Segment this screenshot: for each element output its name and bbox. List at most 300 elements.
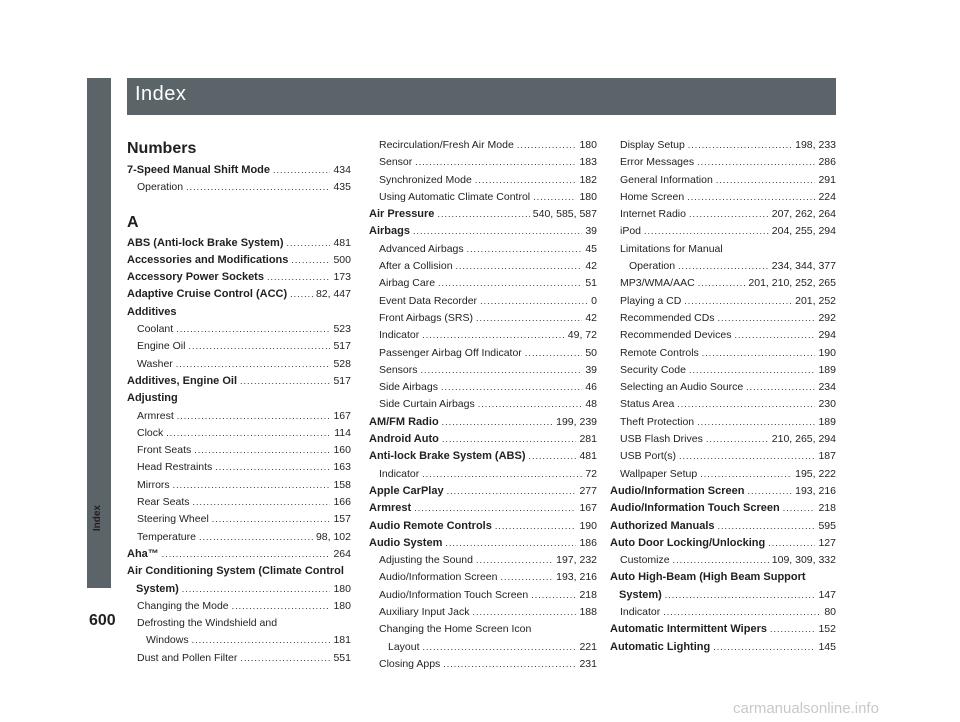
page-reference[interactable]: 189 — [818, 415, 836, 428]
entry-term: Audio/Information Touch Screen — [610, 502, 780, 515]
entry-term: Indicator — [379, 467, 420, 480]
page-reference[interactable]: 180 — [579, 190, 597, 203]
index-entry — [610, 500, 836, 517]
page-reference[interactable]: 190 — [579, 519, 597, 532]
index-subentry — [369, 379, 597, 396]
index-entry — [369, 483, 597, 500]
entry-term: Recommended Devices — [620, 329, 732, 342]
dot-leader — [783, 500, 816, 517]
index-entry — [610, 621, 836, 638]
dot-leader — [240, 373, 330, 390]
index-subentry — [369, 137, 597, 154]
entry-term: Home Screen — [620, 190, 685, 203]
entry-term: Internet Radio — [620, 208, 686, 221]
dot-leader — [713, 639, 815, 656]
page-reference[interactable]: 147 — [818, 588, 836, 601]
page-reference[interactable]: 517 — [333, 340, 351, 353]
entry-term: ABS (Anti-lock Brake System) — [127, 236, 284, 249]
entry-term: Sensors — [379, 363, 418, 376]
dot-leader — [698, 275, 746, 292]
entry-term: Auto High-Beam (High Beam Support — [610, 571, 806, 584]
index-entry — [369, 431, 597, 448]
dot-leader — [689, 206, 769, 223]
page-reference[interactable]: 182 — [579, 173, 597, 186]
dot-leader — [173, 477, 331, 494]
entry-term: Audio/Information Touch Screen — [379, 588, 529, 601]
entry-term: Automatic Lighting — [610, 640, 711, 653]
entry-term: AM/FM Radio — [369, 415, 439, 428]
page-reference[interactable]: 114 — [334, 426, 351, 439]
entry-term: Steering Wheel — [137, 513, 209, 526]
page-reference[interactable]: 181 — [333, 634, 351, 647]
entry-term: Adjusting the Sound — [379, 554, 473, 567]
dot-leader — [768, 535, 815, 552]
index-subentry — [369, 172, 597, 189]
page-reference[interactable]: 190 — [818, 346, 836, 359]
dot-leader — [747, 483, 792, 500]
dot-leader — [422, 327, 565, 344]
entry-term: Sensor — [379, 156, 413, 169]
index-entry — [127, 563, 351, 580]
index-entry — [369, 500, 597, 517]
index-subentry — [127, 408, 351, 425]
dot-leader — [702, 345, 816, 362]
page-reference[interactable]: 481 — [333, 236, 351, 249]
page-reference[interactable]: 98, 102 — [315, 530, 351, 543]
entry-term: Clock — [137, 426, 164, 439]
entry-term: Washer — [137, 357, 173, 370]
dot-leader — [415, 154, 576, 171]
entry-term: Indicator — [379, 329, 420, 342]
entry-term: Wallpaper Setup — [620, 467, 698, 480]
dot-leader — [162, 546, 331, 563]
page-reference[interactable]: 39 — [585, 363, 597, 376]
entry-term: Remote Controls — [620, 346, 699, 359]
entry-term: Selecting an Audio Source — [620, 381, 744, 394]
entry-term: Side Curtain Airbags — [379, 398, 475, 411]
entry-term: Error Messages — [620, 156, 695, 169]
page-reference[interactable]: 481 — [579, 450, 597, 463]
entry-term: Authorized Manuals — [610, 519, 715, 532]
page-reference[interactable]: 198, 233 — [795, 139, 836, 151]
dot-leader — [192, 632, 331, 649]
page-number: 600 — [89, 612, 116, 629]
page-reference[interactable]: 45 — [585, 242, 597, 255]
dot-leader — [194, 442, 330, 459]
page-reference[interactable]: 189 — [818, 363, 836, 376]
entry-term: Mirrors — [137, 478, 170, 491]
page-reference[interactable]: 82, 447 — [315, 288, 351, 301]
index-entry — [369, 518, 597, 535]
page-reference[interactable]: 197, 232 — [556, 554, 597, 567]
entry-term: Recirculation/Fresh Air Mode — [379, 139, 514, 151]
index-column-2 — [369, 137, 597, 673]
dot-leader — [700, 466, 792, 483]
entry-term: Indicator — [620, 606, 661, 619]
index-subentry — [127, 442, 351, 459]
entry-term: Event Data Recorder — [379, 294, 478, 307]
page-reference[interactable]: 224 — [818, 190, 836, 203]
dot-leader — [240, 650, 330, 667]
entry-term: Coolant — [137, 323, 174, 336]
entry-term: Audio/Information Screen — [379, 571, 498, 584]
entry-term: After a Collision — [379, 260, 453, 273]
entry-term: Recommended CDs — [620, 311, 715, 324]
entry-term: General Information — [620, 173, 713, 186]
page-reference[interactable]: 145 — [818, 640, 836, 653]
dot-leader — [186, 179, 330, 196]
index-entry — [369, 448, 597, 465]
page-reference[interactable]: 201, 210, 252, 265 — [748, 277, 836, 290]
index-entry — [127, 286, 351, 303]
dot-leader — [687, 189, 815, 206]
index-subentry — [369, 258, 597, 275]
dot-leader — [212, 511, 331, 528]
index-subentry — [127, 650, 351, 667]
page-reference[interactable]: 186 — [579, 536, 597, 549]
page-reference[interactable]: 193, 216 — [556, 571, 597, 584]
page-reference[interactable]: 204, 255, 294 — [771, 225, 836, 238]
page-reference[interactable]: 173 — [333, 271, 351, 284]
dot-leader — [467, 241, 583, 258]
page-reference[interactable]: 42 — [585, 260, 597, 273]
index-subentry — [369, 396, 597, 413]
entry-term: USB Port(s) — [620, 450, 677, 463]
page-reference[interactable]: 183 — [579, 156, 597, 169]
entry-term: Advanced Airbags — [379, 242, 464, 255]
index-subentry — [369, 552, 597, 569]
page-reference[interactable]: 152 — [818, 623, 836, 636]
page-reference[interactable]: 72 — [585, 467, 597, 480]
page-reference[interactable]: 157 — [333, 513, 351, 526]
page-reference[interactable]: 163 — [333, 461, 351, 474]
index-subentry — [610, 310, 836, 327]
entry-term: Changing the Home Screen Icon — [379, 623, 532, 636]
dot-leader — [500, 569, 553, 586]
dot-leader — [718, 518, 816, 535]
index-entry — [127, 390, 351, 407]
index-subentry — [610, 154, 836, 171]
page-reference[interactable]: 528 — [333, 357, 351, 370]
dot-leader — [529, 448, 577, 465]
dot-leader — [422, 466, 582, 483]
page-reference[interactable]: 540, 585, 587 — [532, 208, 597, 221]
entry-term: Head Restraints — [137, 461, 213, 474]
page-reference[interactable]: 46 — [585, 381, 597, 394]
index-subentry — [610, 241, 836, 258]
page-reference[interactable]: 230 — [818, 398, 836, 411]
index-subentry — [610, 604, 836, 621]
dot-leader — [673, 552, 769, 569]
index-subentry — [127, 615, 351, 632]
index-subentry — [610, 362, 836, 379]
page-reference[interactable]: 187 — [818, 450, 836, 463]
index-entry — [369, 206, 597, 223]
index-column-1 — [127, 140, 351, 667]
page-reference[interactable]: 0 — [591, 294, 597, 307]
page-reference[interactable]: 264 — [333, 547, 351, 560]
dot-leader — [475, 172, 577, 189]
index-entry — [127, 235, 351, 252]
entry-term: Operation — [137, 181, 184, 194]
page-reference[interactable]: 80 — [824, 606, 836, 619]
page-reference[interactable]: 218 — [818, 502, 836, 515]
page-reference[interactable]: 218 — [579, 588, 597, 601]
page-reference[interactable]: 201, 252 — [795, 294, 836, 307]
dot-leader — [734, 327, 815, 344]
page-reference[interactable]: 434 — [333, 164, 351, 176]
dot-leader — [447, 483, 577, 500]
page-reference[interactable]: 167 — [333, 409, 351, 422]
index-subentry — [610, 414, 836, 431]
page-reference[interactable]: 160 — [333, 444, 351, 457]
page-reference[interactable]: 286 — [818, 156, 836, 169]
index-subentry — [369, 639, 597, 656]
dot-leader — [273, 162, 330, 179]
index-subentry — [369, 466, 597, 483]
dot-leader — [746, 379, 815, 396]
section-heading: Numbers — [127, 140, 197, 157]
entry-term: Airbag Care — [379, 277, 436, 290]
entry-term: Additives — [127, 305, 177, 318]
entry-term: Airbags — [369, 225, 410, 238]
dot-leader — [176, 321, 330, 338]
index-entry — [610, 535, 836, 552]
dot-leader — [706, 431, 769, 448]
page-reference[interactable]: 291 — [818, 173, 836, 186]
dot-leader — [716, 172, 816, 189]
index-subentry — [127, 477, 351, 494]
index-entry — [127, 252, 351, 269]
entry-term: Side Airbags — [379, 381, 438, 394]
entry-term: Front Airbags (SRS) — [379, 311, 473, 324]
page-reference[interactable]: 50 — [585, 346, 597, 359]
entry-term: Auto Door Locking/Unlocking — [610, 536, 766, 549]
index-subentry — [127, 459, 351, 476]
dot-leader — [525, 345, 583, 362]
entry-term: Passenger Airbag Off Indicator — [379, 346, 522, 359]
index-subentry — [369, 656, 597, 673]
index-subentry — [610, 206, 836, 223]
page-reference[interactable]: 294 — [818, 329, 836, 342]
index-subentry — [127, 511, 351, 528]
page-reference[interactable]: 210, 265, 294 — [771, 433, 836, 446]
page-reference[interactable]: 500 — [333, 253, 351, 266]
entry-term: Adaptive Cruise Control (ACC) — [127, 288, 288, 301]
dot-leader — [495, 518, 577, 535]
dot-leader — [663, 604, 821, 621]
entry-term: MP3/WMA/AAC — [620, 277, 695, 290]
dot-leader — [476, 310, 582, 327]
page-reference[interactable]: 523 — [333, 323, 351, 336]
dot-leader — [478, 396, 583, 413]
dot-leader — [413, 223, 582, 240]
page-reference[interactable]: 180 — [333, 582, 351, 595]
index-entry — [610, 587, 836, 604]
index-subentry — [369, 154, 597, 171]
index-subentry — [610, 552, 836, 569]
page-reference[interactable]: 234 — [818, 381, 836, 394]
dot-leader — [697, 154, 815, 171]
entry-term: Using Automatic Climate Control — [379, 190, 531, 203]
page-reference[interactable]: 234, 344, 377 — [771, 260, 836, 273]
page-reference[interactable]: 39 — [585, 225, 597, 238]
page-reference[interactable]: 195, 222 — [795, 467, 836, 480]
dot-leader — [441, 379, 582, 396]
dot-leader — [445, 535, 576, 552]
index-subentry — [369, 241, 597, 258]
index-subentry — [369, 327, 597, 344]
index-subentry — [369, 275, 597, 292]
entry-term: Defrosting the Windshield and — [137, 617, 278, 630]
index-title-bar — [127, 78, 836, 115]
entry-term: Layout — [388, 640, 420, 653]
page-reference[interactable]: 42 — [585, 311, 597, 324]
index-subentry — [610, 327, 836, 344]
entry-term: Rear Seats — [137, 496, 190, 509]
page-reference[interactable]: 517 — [333, 374, 351, 387]
entry-term: Apple CarPlay — [369, 484, 444, 497]
dot-leader — [476, 552, 553, 569]
page-reference[interactable]: 199, 239 — [556, 415, 597, 428]
entry-term: Air Conditioning System (Climate Control — [127, 565, 344, 578]
index-subentry — [610, 345, 836, 362]
index-subentry — [610, 137, 836, 154]
entry-term: Dust and Pollen Filter — [137, 651, 238, 664]
entry-term: System) — [136, 582, 179, 595]
entry-term: Synchronized Mode — [379, 173, 472, 186]
index-subentry — [610, 396, 836, 413]
index-subentry — [610, 189, 836, 206]
index-subentry — [127, 598, 351, 615]
dot-leader — [770, 621, 815, 638]
entry-term: Display Setup — [620, 139, 685, 151]
index-subentry — [369, 604, 597, 621]
index-subentry — [369, 569, 597, 586]
dot-leader — [688, 137, 792, 154]
entry-term: Audio Remote Controls — [369, 519, 492, 532]
index-entry — [369, 535, 597, 552]
index-subentry — [369, 189, 597, 206]
entry-term: Changing the Mode — [137, 599, 229, 612]
dot-leader — [215, 459, 330, 476]
index-entry — [369, 414, 597, 431]
index-subentry — [127, 338, 351, 355]
dot-leader — [414, 500, 576, 517]
index-subentry — [610, 466, 836, 483]
index-subentry — [127, 529, 351, 546]
page-reference[interactable]: 221 — [579, 640, 597, 653]
dot-leader — [421, 362, 583, 379]
section-heading: A — [127, 213, 139, 231]
index-entry — [127, 373, 351, 390]
entry-term: Automatic Intermittent Wipers — [610, 623, 767, 636]
entry-term: Windows — [146, 634, 189, 647]
page-reference[interactable]: 48 — [585, 398, 597, 411]
page-reference[interactable]: 193, 216 — [795, 484, 836, 497]
page-reference[interactable]: 180 — [333, 599, 351, 612]
dot-leader — [697, 414, 815, 431]
entry-term: Air Pressure — [369, 208, 435, 221]
dot-leader — [193, 494, 331, 511]
entry-term: Adjusting — [127, 392, 178, 405]
entry-term: Status Area — [620, 398, 675, 411]
dot-leader — [267, 269, 331, 286]
entry-term: 7-Speed Manual Shift Mode — [127, 164, 271, 176]
page-reference[interactable]: 127 — [818, 536, 836, 549]
dot-leader — [438, 275, 582, 292]
dot-leader — [517, 137, 577, 154]
index-entry — [610, 569, 836, 586]
page-reference[interactable]: 188 — [579, 606, 597, 619]
dot-leader — [718, 310, 816, 327]
index-subentry — [369, 345, 597, 362]
entry-term: Auxiliary Input Jack — [379, 606, 470, 619]
entry-term: USB Flash Drives — [620, 433, 703, 446]
side-tab-label: Index — [92, 505, 103, 532]
index-subentry — [369, 621, 597, 638]
entry-term: Aha™ — [127, 547, 159, 560]
dot-leader — [232, 598, 331, 615]
page-reference[interactable]: 281 — [579, 433, 597, 446]
entry-term: Armrest — [369, 502, 412, 515]
entry-term: iPod — [620, 225, 642, 238]
page-reference[interactable]: 207, 262, 264 — [771, 208, 836, 221]
page-reference[interactable]: 231 — [579, 657, 597, 670]
page-reference[interactable]: 167 — [579, 502, 597, 515]
entry-term: Limitations for Manual — [620, 242, 723, 255]
index-subentry — [369, 310, 597, 327]
index-entry — [369, 223, 597, 240]
index-subentry — [610, 223, 836, 240]
index-subentry — [610, 275, 836, 292]
page-reference[interactable]: 595 — [818, 519, 836, 532]
page-reference[interactable]: 49, 72 — [567, 329, 597, 342]
entry-term: Customize — [620, 554, 670, 567]
entry-term: Audio/Information Screen — [610, 484, 745, 497]
index-entry — [127, 269, 351, 286]
index-column-3 — [610, 137, 836, 656]
page-reference[interactable]: 292 — [818, 311, 836, 324]
index-subentry — [369, 362, 597, 379]
index-subentry — [610, 258, 836, 275]
dot-leader — [472, 604, 576, 621]
dot-leader — [177, 408, 331, 425]
page-reference[interactable]: 109, 309, 332 — [771, 554, 836, 567]
dot-leader — [689, 362, 816, 379]
page-reference[interactable]: 158 — [333, 478, 351, 491]
dot-leader — [199, 529, 313, 546]
dot-leader — [176, 356, 331, 373]
index-subentry — [127, 425, 351, 442]
index-entry — [610, 639, 836, 656]
page-reference[interactable]: 51 — [585, 277, 597, 290]
entry-term: Operation — [629, 260, 676, 273]
dot-leader — [665, 587, 816, 604]
page-reference[interactable]: 166 — [333, 496, 351, 509]
page-reference[interactable]: 277 — [579, 484, 597, 497]
index-subentry — [610, 379, 836, 396]
page-reference[interactable]: 180 — [579, 139, 597, 151]
page-reference[interactable]: 551 — [333, 651, 351, 664]
dot-leader — [644, 223, 769, 240]
page-title: Index — [135, 83, 187, 105]
entry-term: Front Seats — [137, 444, 192, 457]
dot-leader — [684, 293, 792, 310]
page-reference[interactable]: 435 — [333, 181, 351, 194]
index-subentry — [369, 587, 597, 604]
index-subentry — [127, 356, 351, 373]
